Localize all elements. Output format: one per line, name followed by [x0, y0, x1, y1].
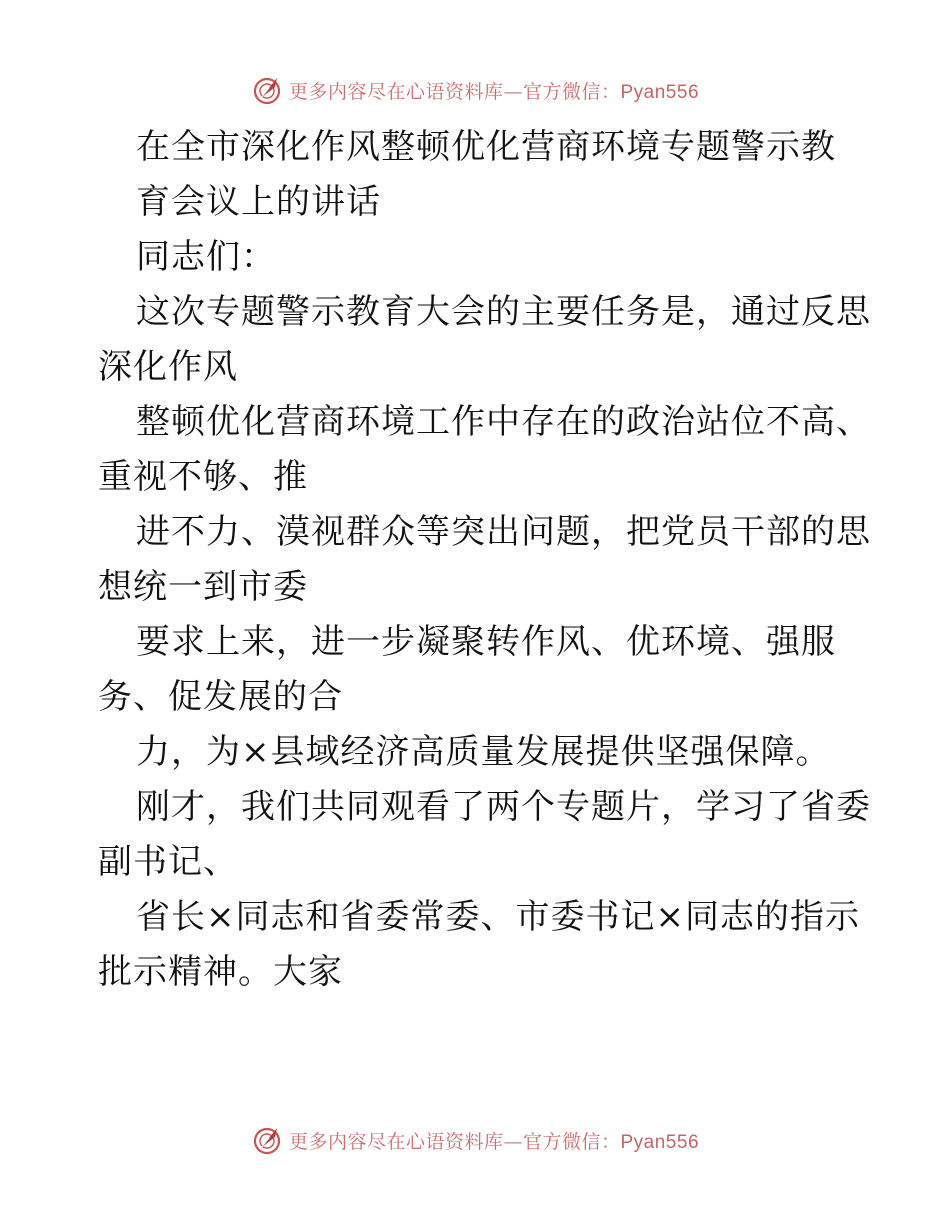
body-line: 务、促发展的合	[98, 677, 343, 717]
quill-logo-icon	[251, 74, 283, 106]
body-line: 省长×同志和省委常委、市委书记×同志的指示	[136, 897, 860, 937]
watermark-text	[289, 77, 699, 104]
body-line: 要求上来，进一步凝聚转作风、优环境、强服	[136, 622, 836, 662]
body-line: 进不力、漠视群众等突出问题，把党员干部的思	[136, 512, 871, 552]
watermark-contact-label: 官方微信：	[522, 1130, 621, 1153]
body-line: 副书记、	[98, 842, 238, 882]
body-line: 批示精神。大家	[98, 952, 343, 992]
watermark-separator: —	[503, 80, 523, 103]
quill-logo-icon	[251, 1124, 283, 1156]
footer-watermark	[0, 1120, 950, 1160]
salutation: 同志们：	[136, 237, 276, 277]
body-line: 想统一到市委	[98, 567, 308, 607]
watermark-separator: —	[503, 1130, 523, 1153]
document-body	[98, 120, 871, 1000]
body-line: 刚才，我们共同观看了两个专题片，学习了省委	[136, 787, 871, 827]
watermark-contact-label: 官方微信：	[522, 80, 621, 103]
title-line: 育会议上的讲话	[136, 182, 381, 222]
body-line: 重视不够、推	[98, 457, 308, 497]
watermark-text	[289, 1127, 699, 1154]
body-line: 深化作风	[98, 347, 238, 387]
header-watermark	[0, 70, 950, 110]
watermark-contact-id: Pyan556	[620, 81, 700, 103]
watermark-group	[251, 1124, 699, 1156]
title-line: 在全市深化作风整顿优化营商环境专题警示教	[136, 127, 836, 167]
watermark-site-text: 更多内容尽在心语资料库	[288, 1130, 504, 1153]
watermark-group	[251, 74, 699, 106]
body-line: 整顿优化营商环境工作中存在的政治站位不高、	[136, 402, 871, 442]
document-paragraphs	[98, 285, 871, 1000]
watermark-site-text: 更多内容尽在心语资料库	[288, 80, 504, 103]
body-line: 这次专题警示教育大会的主要任务是，通过反思	[136, 292, 871, 332]
body-line: 力，为×县域经济高质量发展提供坚强保障。	[136, 732, 831, 772]
watermark-contact-id: Pyan556	[620, 1131, 700, 1153]
document-title	[98, 120, 858, 230]
